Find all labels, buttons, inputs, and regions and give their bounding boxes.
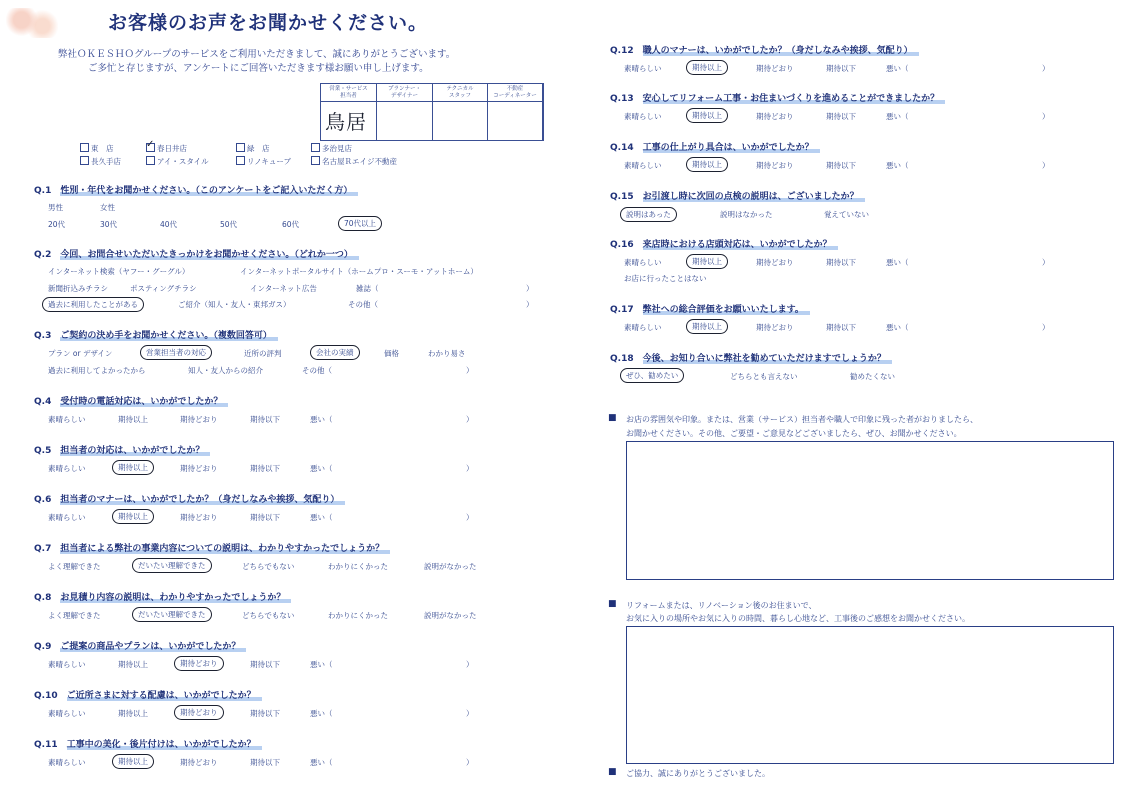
answer-option[interactable]: 期待どおり [180, 758, 218, 767]
free-text-1-prompt-1: お店の雰囲気や印象。または、営業（サービス）担当者や職人で印象に残った者がおりましたら、 [626, 415, 978, 424]
paren-close: ） [466, 758, 474, 767]
question-2: Q.2 今回、お問合せいただいたきっかけをお聞かせください。（どれか一つ） [34, 247, 359, 260]
answer-option[interactable]: 説明がなかった [424, 562, 477, 571]
answer-option[interactable]: 30代 [100, 220, 118, 229]
decorative-stamp [6, 8, 58, 38]
answer-option[interactable]: インターネットポータルサイト（ホームプロ・スーモ・アットホーム） [240, 267, 478, 276]
store-option[interactable]: ✓ 春日井店 [146, 143, 187, 154]
store-option[interactable]: 東 店 [80, 143, 114, 154]
answer-option[interactable]: 素晴らしい [48, 513, 86, 522]
answer-option[interactable]: 期待以上 [118, 660, 148, 669]
answer-option[interactable]: 期待どおり [756, 161, 794, 170]
answer-option[interactable]: 知人・友人からの紹介 [188, 366, 263, 375]
answer-option[interactable]: 覚えていない [824, 210, 869, 219]
answer-option[interactable]: 男性 [48, 203, 63, 212]
answer-option[interactable]: 価格 [384, 349, 399, 358]
answer-option[interactable]: 悪い（ [310, 415, 333, 424]
paren-close: ） [1042, 258, 1050, 267]
answer-option[interactable]: わかりにくかった [328, 611, 388, 620]
answer-option[interactable]: 素晴らしい [48, 709, 86, 718]
store-option[interactable]: 名古屋Ｒエイジ不動産 [311, 156, 397, 167]
answer-option[interactable]: 勧めたくない [850, 372, 895, 381]
staff-cell-realestate [488, 84, 543, 140]
square-bullet: ■ [608, 599, 617, 609]
staff-table [320, 83, 544, 141]
answer-option[interactable]: 60代 [282, 220, 300, 229]
question-4: Q.4 受付時の電話対応は、いかがでしたか？ [34, 394, 228, 407]
answer-option-selected[interactable]: 期待以上 [686, 319, 728, 334]
question-8: Q.8 お見積り内容の説明は、わかりやすかったでしょうか？ [34, 590, 291, 603]
paren-close: ） [1042, 161, 1050, 170]
paren-close: ） [526, 284, 534, 293]
answer-option[interactable]: 期待どおり [756, 258, 794, 267]
answer-option-selected[interactable]: 説明はあった [620, 207, 677, 222]
answer-option[interactable]: 悪い（ [886, 161, 909, 170]
paren-close: ） [526, 300, 534, 309]
answer-option-selected[interactable]: 期待以上 [112, 754, 154, 769]
answer-option[interactable]: 期待以下 [826, 323, 856, 332]
answer-option[interactable]: 女性 [100, 203, 115, 212]
paren-close: ） [1042, 323, 1050, 332]
answer-option[interactable]: 素晴らしい [624, 161, 662, 170]
question-13: Q.13 安心してリフォーム工事・お住まいづくりを進めることができましたか？ [610, 91, 945, 104]
answer-option[interactable]: 悪い（ [310, 464, 333, 473]
answer-option[interactable]: 期待以下 [826, 258, 856, 267]
checkbox[interactable] [311, 156, 320, 165]
question-12: Q.12 職人のマナーは、いかがでしたか？（身だしなみや挨拶、気配り） [610, 43, 919, 56]
staff-cell-sales [321, 84, 377, 140]
paren-close: ） [466, 660, 474, 669]
answer-option-selected[interactable]: 期待どおり [174, 656, 224, 671]
free-text-2-box[interactable] [626, 626, 1114, 764]
question-16: Q.16 来店時における店頭対応は、いかがでしたか？ [610, 237, 838, 250]
checkbox[interactable] [311, 143, 320, 152]
answer-option[interactable]: 悪い（ [310, 709, 333, 718]
staff-header-sales: 営業・サービス 担当者 [329, 86, 368, 99]
answer-option[interactable]: 20代 [48, 220, 66, 229]
answer-option[interactable]: 期待どおり [180, 513, 218, 522]
paren-close: ） [466, 415, 474, 424]
answer-option[interactable]: 期待以下 [250, 758, 280, 767]
staff-signature: 鳥居 [325, 110, 367, 134]
answer-option-selected[interactable]: 過去に利用したことがある [42, 297, 144, 312]
answer-option[interactable]: 期待以下 [250, 660, 280, 669]
question-18: Q.18 今後、お知り合いに弊社を勧めていただけますでしょうか？ [610, 351, 892, 364]
checkbox[interactable] [80, 156, 89, 165]
answer-option[interactable]: 期待以下 [826, 161, 856, 170]
answer-option-selected[interactable]: だいたい理解できた [132, 607, 212, 622]
intro-line-2: ご多忙と存じますが、アンケートにご回答いただきます様お願い申し上げます。 [88, 63, 429, 74]
answer-option[interactable]: 過去に利用してよかったから [48, 366, 146, 375]
answer-option-selected[interactable]: 期待以上 [686, 108, 728, 123]
answer-option[interactable]: 悪い（ [886, 64, 909, 73]
square-bullet: ■ [608, 767, 617, 777]
staff-header-planner: プランナー・ デザイナー [387, 86, 421, 99]
answer-option-selected[interactable]: 期待以上 [686, 157, 728, 172]
answer-option-selected[interactable]: 会社の実績 [310, 345, 360, 360]
answer-option[interactable]: よく理解できた [48, 611, 101, 620]
store-option[interactable]: 長久手店 [80, 156, 121, 167]
paren-close: ） [1042, 64, 1050, 73]
answer-option[interactable]: インターネット広告 [250, 284, 317, 293]
answer-option[interactable]: 期待以下 [826, 112, 856, 121]
question-3: Q.3 ご契約の決め手をお聞かせください。（複数回答可） [34, 328, 278, 341]
answer-option[interactable]: 素晴らしい [48, 758, 86, 767]
answer-option[interactable]: その他（ [302, 366, 332, 375]
answer-option[interactable]: 素晴らしい [624, 258, 662, 267]
answer-option[interactable]: 40代 [160, 220, 178, 229]
staff-header-technical: テクニカル スタッフ [446, 86, 474, 99]
answer-option-selected[interactable]: ぜひ、勧めたい [620, 368, 684, 383]
store-option[interactable]: リノキューブ [236, 156, 291, 167]
free-text-2-prompt-2: お気に入りの場所やお気に入りの時間、暮らし心地など、工事後のご感想をお聞かせください。 [626, 614, 970, 623]
answer-option[interactable]: わかりにくかった [328, 562, 388, 571]
answer-option-selected[interactable]: 期待以上 [112, 509, 154, 524]
answer-option[interactable]: どちらとも言えない [730, 372, 798, 381]
answer-option[interactable]: 悪い（ [886, 258, 909, 267]
staff-header-divider [321, 101, 543, 102]
question-11: Q.11 工事中の美化・後片付けは、いかがでしたか？ [34, 737, 262, 750]
answer-option[interactable]: インターネット検索（ヤフー・グーグル） [48, 267, 190, 276]
answer-option[interactable]: 期待どおり [756, 112, 794, 121]
square-bullet: ■ [608, 413, 617, 423]
checkbox[interactable] [146, 156, 155, 165]
question-15: Q.15 お引渡し時に次回の点検の説明は、ございましたか？ [610, 189, 865, 202]
question-7: Q.7 担当者による弊社の事業内容についての説明は、わかりやすかったでしょうか？ [34, 541, 390, 554]
answer-option[interactable]: 素晴らしい [624, 64, 662, 73]
free-text-2-prompt-1: リフォームまたは、リノベーション後のお住まいで、 [626, 601, 817, 610]
answer-option-selected[interactable]: 期待どおり [174, 705, 224, 720]
answer-option[interactable]: 悪い（ [310, 758, 333, 767]
store-option[interactable]: 緑 店 [236, 143, 270, 154]
answer-option[interactable]: 新聞折込みチラシ [48, 284, 108, 293]
free-text-1-box[interactable] [626, 441, 1114, 580]
paren-close: ） [466, 366, 474, 375]
answer-option-selected[interactable]: 期待以上 [686, 254, 728, 269]
staff-cell-planner [377, 84, 433, 140]
page-title: お客様のお声をお聞かせください。 [108, 12, 429, 34]
answer-option-selected[interactable]: だいたい理解できた [132, 558, 212, 573]
answer-option[interactable]: 期待以下 [250, 464, 280, 473]
answer-option[interactable]: 期待以下 [250, 415, 280, 424]
answer-option[interactable]: 説明はなかった [720, 210, 773, 219]
answer-option[interactable]: 期待以上 [118, 709, 148, 718]
answer-option-selected[interactable]: 期待以上 [112, 460, 154, 475]
paren-close: ） [466, 464, 474, 473]
answer-option[interactable]: ポスティングチラシ [130, 284, 197, 293]
intro-line-1: 弊社ＯＫＥＳＨＯグループのサービスをご利用いただきまして、誠にありがとうございます。 [58, 49, 456, 60]
answer-option-selected[interactable]: 営業担当者の対応 [140, 345, 212, 360]
paren-close: ） [466, 513, 474, 522]
free-text-1-prompt-2: お聞かせください。その他、ご要望・ご意見などございましたら、ぜひ、お聞かせください。 [626, 429, 962, 438]
answer-option[interactable]: 期待どおり [756, 323, 794, 332]
question-17: Q.17 弊社への総合評価をお願いいたします。 [610, 302, 810, 315]
answer-option[interactable]: 近所の評判 [244, 349, 282, 358]
answer-option[interactable]: ご紹介（知人・友人・東邦ガス） [178, 300, 291, 309]
answer-option[interactable]: 期待以下 [826, 64, 856, 73]
answer-option[interactable]: 期待以下 [250, 709, 280, 718]
answer-option[interactable]: よく理解できた [48, 562, 101, 571]
answer-option[interactable]: 期待どおり [756, 64, 794, 73]
answer-option[interactable]: 素晴らしい [48, 415, 86, 424]
paren-close: ） [466, 709, 474, 718]
answer-option[interactable]: 50代 [220, 220, 238, 229]
answer-option[interactable]: 素晴らしい [48, 660, 86, 669]
answer-option[interactable]: 期待以下 [250, 513, 280, 522]
staff-header-realestate: 不動産 コーディネーター [493, 86, 537, 99]
checkbox[interactable] [80, 143, 89, 152]
answer-option[interactable]: 説明がなかった [424, 611, 477, 620]
answer-option[interactable]: 素晴らしい [624, 323, 662, 332]
answer-option[interactable]: 雑誌（ [356, 284, 379, 293]
answer-option[interactable]: わかり易さ [428, 349, 466, 358]
answer-option-selected[interactable]: 期待以上 [686, 60, 728, 75]
store-option[interactable]: アイ・スタイル [146, 156, 209, 167]
paren-close: ） [1042, 112, 1050, 121]
answer-option[interactable]: お店に行ったことはない [624, 274, 707, 283]
store-option[interactable]: 多治見店 [311, 143, 352, 154]
answer-option-selected[interactable]: 70代以上 [338, 216, 382, 231]
answer-option[interactable]: 悪い（ [886, 323, 909, 332]
answer-option[interactable]: 悪い（ [310, 660, 333, 669]
question-1: Q.1 性別・年代をお聞かせください。（このアンケートをご記入いただく方） [34, 183, 358, 196]
checkbox[interactable] [236, 143, 245, 152]
question-6: Q.6 担当者のマナーは、いかがでしたか？（身だしなみや挨拶、気配り） [34, 492, 345, 505]
answer-option[interactable]: 期待どおり [180, 415, 218, 424]
checkbox-checked[interactable] [146, 143, 155, 152]
answer-option[interactable]: どちらでもない [242, 611, 295, 620]
question-9: Q.9 ご提案の商品やプランは、いかがでしたか？ [34, 639, 246, 652]
answer-option[interactable]: 悪い（ [886, 112, 909, 121]
answer-option[interactable]: 素晴らしい [48, 464, 86, 473]
answer-option[interactable]: 期待どおり [180, 464, 218, 473]
question-5: Q.5 担当者の対応は、いかがでしたか？ [34, 443, 210, 456]
answer-option[interactable]: プラン or デザイン [48, 349, 113, 358]
staff-cell-technical [433, 84, 488, 140]
checkbox[interactable] [236, 156, 245, 165]
answer-option[interactable]: どちらでもない [242, 562, 295, 571]
answer-option[interactable]: 期待以上 [118, 415, 148, 424]
answer-option[interactable]: その他（ [348, 300, 378, 309]
question-14: Q.14 工事の仕上がり具合は、いかがでしたか？ [610, 140, 820, 153]
thanks-text: ご協力、誠にありがとうございました。 [626, 769, 770, 778]
question-10: Q.10 ご近所さまに対する配慮は、いかがでしたか？ [34, 688, 262, 701]
answer-option[interactable]: 悪い（ [310, 513, 333, 522]
answer-option[interactable]: 素晴らしい [624, 112, 662, 121]
